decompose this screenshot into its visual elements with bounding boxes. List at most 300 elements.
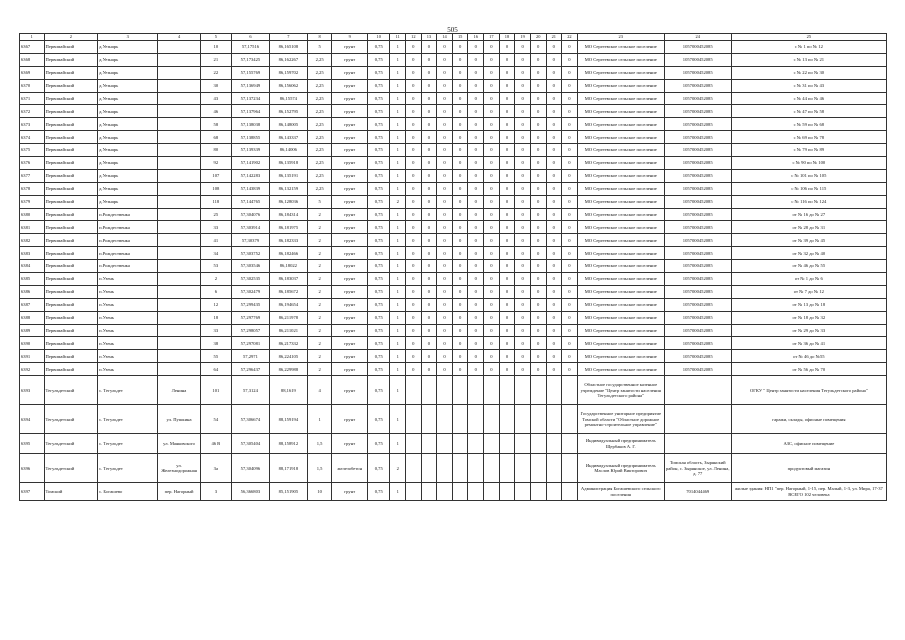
table-cell: 0 — [406, 92, 422, 105]
table-cell — [158, 144, 200, 157]
table-cell: 0 — [437, 105, 453, 118]
table-cell: 0 — [406, 221, 422, 234]
table-cell: 0 — [406, 182, 422, 195]
table-row — [20, 483, 887, 501]
table-cell: 0,75 — [368, 79, 390, 92]
table-cell: 0 — [452, 118, 468, 131]
table-cell — [158, 337, 200, 350]
table-cell: 0 — [437, 234, 453, 247]
table-cell: 0 — [468, 195, 484, 208]
table-cell — [421, 376, 437, 405]
table-cell: 0 — [499, 79, 515, 92]
table-cell: 0 — [452, 363, 468, 376]
table-row — [20, 234, 887, 247]
table-cell: 0,75 — [368, 376, 390, 405]
ogrn-cell: 7014044469 — [664, 483, 731, 501]
table-cell: 0 — [437, 182, 453, 195]
table-cell: пер. Нагорный — [158, 483, 200, 501]
table-cell: 1057000452085 — [664, 157, 731, 170]
table-cell: МО Сергеевское сельское поселение — [577, 131, 664, 144]
table-cell: 0 — [484, 260, 500, 273]
table-cell: 0 — [546, 285, 562, 298]
table-cell — [158, 157, 200, 170]
table-cell: 0 — [421, 118, 437, 131]
table-cell: 0,75 — [368, 260, 390, 273]
table-cell: 86,14006 — [269, 144, 307, 157]
table-cell: 80 — [200, 144, 231, 157]
table-cell: 0 — [499, 350, 515, 363]
table-cell: 57,304076 — [231, 208, 269, 221]
table-cell — [562, 454, 578, 483]
table-cell: 57,138855 — [231, 131, 269, 144]
table-cell: 0 — [484, 311, 500, 324]
header-cell: 8 — [307, 34, 332, 41]
table-cell: 1 — [390, 118, 406, 131]
data-table — [19, 33, 887, 501]
table-cell: 86,185672 — [269, 285, 307, 298]
table-cell: 0,75 — [368, 169, 390, 182]
table-cell: 22 — [200, 66, 231, 79]
table-cell: Первомайский — [44, 92, 98, 105]
table-cell: 0 — [530, 105, 546, 118]
table-cell — [158, 41, 200, 54]
table-row — [20, 144, 887, 157]
table-cell: 0 — [499, 92, 515, 105]
table-cell — [158, 350, 200, 363]
table-cell: 2 — [307, 234, 332, 247]
table-cell: 2,25 — [307, 53, 332, 66]
table-cell: 0 — [406, 195, 422, 208]
table-cell: от № 1 до № 6 — [731, 273, 886, 286]
table-row — [20, 53, 887, 66]
table-cell: 57,30379 — [231, 234, 269, 247]
table-cell: 57,3124 — [231, 376, 269, 405]
table-cell: 1 — [390, 376, 406, 405]
table-cell: 0 — [452, 285, 468, 298]
table-cell: 86,135191 — [269, 169, 307, 182]
table-cell: 2 — [307, 298, 332, 311]
table-cell: 0 — [499, 169, 515, 182]
table-cell: 6382 — [20, 234, 45, 247]
table-row — [20, 273, 887, 286]
table-cell: 0 — [499, 324, 515, 337]
table-cell — [421, 483, 437, 501]
table-cell: 86,159702 — [269, 66, 307, 79]
table-cell: 0 — [437, 144, 453, 157]
table-cell: 2 — [307, 273, 332, 286]
table-cell: 1057000452085 — [664, 324, 731, 337]
table-cell: Первомайский — [44, 311, 98, 324]
table-cell: 0 — [499, 157, 515, 170]
table-cell: 1057000452085 — [664, 234, 731, 247]
table-cell: 1 — [390, 434, 406, 454]
table-row — [20, 405, 887, 434]
table-cell — [158, 260, 200, 273]
table-cell: грунт — [332, 285, 368, 298]
table-row — [20, 324, 887, 337]
header-row — [20, 34, 887, 41]
table-cell: 2 — [307, 208, 332, 221]
table-cell — [158, 169, 200, 182]
table-cell: с № 59 по № 68 — [731, 118, 886, 131]
table-cell: 0 — [452, 92, 468, 105]
table-cell: 0 — [421, 41, 437, 54]
table-cell: 0 — [437, 169, 453, 182]
table-cell: 0 — [468, 221, 484, 234]
table-cell: 0,75 — [368, 405, 390, 434]
table-cell: 0 — [406, 363, 422, 376]
table-cell — [421, 405, 437, 434]
table-cell: 88,171918 — [269, 454, 307, 483]
table-cell: 86,184314 — [269, 208, 307, 221]
table-cell: 25 — [200, 208, 231, 221]
table-cell: 0,75 — [368, 247, 390, 260]
table-cell: 0 — [421, 337, 437, 350]
table-cell: 0 — [437, 118, 453, 131]
header-cell: 15 — [452, 34, 468, 41]
ogrn-cell: Томская область, Зырянский район, с. Зырянское, ул. Ленина, д. 77 — [664, 454, 731, 483]
table-cell: д.Уеэнарь — [98, 144, 158, 157]
header-cell: 3 — [98, 34, 158, 41]
table-cell: 0 — [546, 105, 562, 118]
table-cell: 6385 — [20, 273, 45, 286]
table-cell: 0 — [499, 273, 515, 286]
table-cell: грунт — [332, 157, 368, 170]
table-cell: грунт — [332, 434, 368, 454]
table-cell: 1 — [390, 483, 406, 501]
table-cell — [484, 376, 500, 405]
table-cell — [562, 483, 578, 501]
table-cell: 0 — [562, 169, 578, 182]
table-cell: 0 — [468, 79, 484, 92]
table-row — [20, 92, 887, 105]
table-cell — [158, 298, 200, 311]
table-cell: 0 — [406, 311, 422, 324]
table-cell — [562, 376, 578, 405]
table-cell: 0 — [515, 182, 531, 195]
table-cell — [452, 454, 468, 483]
table-cell: 86,135918 — [269, 157, 307, 170]
table-cell: 0 — [421, 363, 437, 376]
table-cell: 1 — [390, 169, 406, 182]
table-cell — [158, 92, 200, 105]
table-cell: 6383 — [20, 247, 45, 260]
table-cell — [499, 454, 515, 483]
table-cell — [158, 234, 200, 247]
table-cell: 6392 — [20, 363, 45, 376]
table-cell: 0,75 — [368, 234, 390, 247]
table-cell: 0 — [406, 66, 422, 79]
table-cell: п.Узень — [98, 298, 158, 311]
table-cell: 1 — [390, 260, 406, 273]
table-cell: 0 — [484, 118, 500, 131]
table-cell: 6370 — [20, 79, 45, 92]
table-cell: п.Узень — [98, 285, 158, 298]
table-cell: 6387 — [20, 298, 45, 311]
table-cell: 58 — [200, 118, 231, 131]
table-cell: 0,75 — [368, 337, 390, 350]
table-row — [20, 208, 887, 221]
table-row — [20, 247, 887, 260]
table-cell: 0 — [499, 182, 515, 195]
table-cell: 0 — [437, 157, 453, 170]
table-cell: 86,128036 — [269, 195, 307, 208]
table-cell: 86,211021 — [269, 324, 307, 337]
table-cell: 0 — [421, 273, 437, 286]
table-cell: 0 — [437, 41, 453, 54]
table-cell: 1 — [390, 285, 406, 298]
table-row — [20, 363, 887, 376]
table-cell: 0 — [562, 144, 578, 157]
table-cell: 0 — [468, 105, 484, 118]
table-cell: Первомайский — [44, 53, 98, 66]
table-cell — [158, 131, 200, 144]
table-cell: грунт — [332, 405, 368, 434]
table-cell: п.Узень — [98, 324, 158, 337]
table-cell: Первомайский — [44, 273, 98, 286]
table-cell — [468, 454, 484, 483]
table-cell: 0 — [515, 208, 531, 221]
table-cell: д.Уеэнарь — [98, 79, 158, 92]
table-cell: с № 31 по № 43 — [731, 79, 886, 92]
table-cell: 46 В — [200, 434, 231, 454]
table-cell: 0 — [484, 157, 500, 170]
header-cell: 23 — [577, 34, 664, 41]
table-cell: 57,298057 — [231, 324, 269, 337]
table-cell: 0 — [562, 208, 578, 221]
table-cell: 0 — [406, 208, 422, 221]
table-cell: 0 — [515, 324, 531, 337]
table-cell: 6372 — [20, 105, 45, 118]
table-cell: 6390 — [20, 337, 45, 350]
table-cell: 1057000452085 — [664, 247, 731, 260]
table-cell: 0 — [437, 260, 453, 273]
header-cell: 16 — [468, 34, 484, 41]
table-cell: 0 — [421, 234, 437, 247]
table-cell: 0,75 — [368, 208, 390, 221]
table-cell: 0 — [562, 363, 578, 376]
table-cell: п.Рождественка — [98, 234, 158, 247]
table-cell: грунт — [332, 182, 368, 195]
table-cell: 1057000452085 — [664, 298, 731, 311]
table-cell: с. Тегульдет — [98, 405, 158, 434]
table-cell: 0 — [499, 195, 515, 208]
table-cell: Первомайский — [44, 144, 98, 157]
table-cell: 86,181975 — [269, 221, 307, 234]
table-cell — [158, 182, 200, 195]
table-cell: 0,75 — [368, 298, 390, 311]
table-cell: 0 — [406, 41, 422, 54]
table-cell: 0 — [468, 169, 484, 182]
table-cell: Первомайский — [44, 234, 98, 247]
table-cell: 0 — [484, 66, 500, 79]
table-cell: 0 — [421, 260, 437, 273]
table-cell: Первомайский — [44, 157, 98, 170]
table-cell: 0 — [515, 350, 531, 363]
table-cell: п.Узень — [98, 311, 158, 324]
table-cell: 1 — [390, 66, 406, 79]
table-cell: Первомайский — [44, 169, 98, 182]
table-cell: с. Тегульдет — [98, 454, 158, 483]
table-cell: 0 — [546, 118, 562, 131]
table-cell: 1057000452085 — [664, 195, 731, 208]
table-cell: 0 — [499, 247, 515, 260]
table-cell: грунт — [332, 483, 368, 501]
description-cell: гаражи, склады, офисные помещения — [731, 405, 886, 434]
table-cell: 0 — [452, 350, 468, 363]
table-cell — [530, 434, 546, 454]
table-cell: грунт — [332, 273, 368, 286]
table-cell: 0 — [484, 221, 500, 234]
table-row — [20, 105, 887, 118]
table-cell: 2 — [200, 273, 231, 286]
table-cell — [546, 483, 562, 501]
header-cell: 6 — [231, 34, 269, 41]
ogrn-cell — [664, 376, 731, 405]
table-cell: Первомайский — [44, 285, 98, 298]
table-cell — [468, 483, 484, 501]
table-cell: 0 — [499, 337, 515, 350]
table-cell: 0 — [484, 182, 500, 195]
table-cell: 0 — [515, 337, 531, 350]
table-cell: ул. Пушкина — [158, 405, 200, 434]
ogrn-cell — [664, 434, 731, 454]
header-cell: 5 — [200, 34, 231, 41]
table-cell: 0 — [468, 337, 484, 350]
table-cell: д.Уеэнарь — [98, 182, 158, 195]
table-cell: 10 — [200, 41, 231, 54]
table-cell: 6371 — [20, 92, 45, 105]
table-cell: 86,183037 — [269, 273, 307, 286]
table-cell: 0 — [562, 298, 578, 311]
table-cell: с № 106 по № 115 — [731, 182, 886, 195]
table-cell: МО Сергеевское сельское поселение — [577, 41, 664, 54]
table-cell: 0 — [452, 182, 468, 195]
ogrn-cell — [664, 405, 731, 434]
table-cell — [499, 483, 515, 501]
table-row — [20, 285, 887, 298]
table-cell: 0 — [530, 157, 546, 170]
table-cell: Первомайский — [44, 66, 98, 79]
table-cell: 57,138038 — [231, 118, 269, 131]
table-cell: 0 — [562, 324, 578, 337]
table-cell: грунт — [332, 53, 368, 66]
table-cell: 2 — [307, 247, 332, 260]
table-cell: 3а — [200, 454, 231, 483]
table-cell: д.Уеэнарь — [98, 169, 158, 182]
table-cell: 0 — [530, 79, 546, 92]
header-cell: 10 — [368, 34, 390, 41]
table-cell: д.Уеэнарь — [98, 53, 158, 66]
table-cell — [158, 53, 200, 66]
table-row — [20, 66, 887, 79]
table-cell: 1 — [390, 157, 406, 170]
table-cell — [406, 454, 422, 483]
table-cell: МО Сергеевское сельское поселение — [577, 92, 664, 105]
header-cell: 12 — [406, 34, 422, 41]
header-cell: 14 — [437, 34, 453, 41]
table-cell: 0 — [530, 195, 546, 208]
table-cell: 34 — [200, 247, 231, 260]
table-cell — [484, 434, 500, 454]
table-cell: 1 — [390, 363, 406, 376]
table-cell: Тегульдетский — [44, 434, 98, 454]
table-cell: 2,25 — [307, 169, 332, 182]
table-cell: 1,5 — [307, 434, 332, 454]
table-cell: 0,75 — [368, 483, 390, 501]
table-cell: 0,75 — [368, 285, 390, 298]
table-cell: 0 — [484, 208, 500, 221]
table-cell: 0 — [484, 144, 500, 157]
table-cell: п.Узень — [98, 350, 158, 363]
table-cell: 1 — [390, 247, 406, 260]
table-cell: 0 — [530, 169, 546, 182]
table-cell: МО Сергеевское сельское поселение — [577, 169, 664, 182]
table-cell: 0 — [546, 131, 562, 144]
table-cell: 0,75 — [368, 118, 390, 131]
table-cell: с № 69 по № 78 — [731, 131, 886, 144]
table-cell: 6384 — [20, 260, 45, 273]
table-cell: 68 — [200, 131, 231, 144]
table-cell: 0 — [530, 311, 546, 324]
table-cell: грунт — [332, 337, 368, 350]
table-cell: 0 — [437, 311, 453, 324]
table-cell: 1057000452085 — [664, 92, 731, 105]
table-cell: 86,229988 — [269, 363, 307, 376]
table-cell — [437, 454, 453, 483]
table-cell: 1057000452085 — [664, 311, 731, 324]
table-cell: 64 — [200, 363, 231, 376]
table-cell: 0 — [515, 157, 531, 170]
table-cell: Первомайский — [44, 182, 98, 195]
table-cell: 0 — [468, 285, 484, 298]
owner-cell: Индивидуальный предприниматель Маслов Юрий Викторович — [577, 454, 664, 483]
table-cell: 0 — [546, 157, 562, 170]
table-cell: 0 — [546, 273, 562, 286]
table-cell: 57,299435 — [231, 298, 269, 311]
table-cell: 1 — [390, 41, 406, 54]
table-cell — [406, 483, 422, 501]
table-cell: Первомайский — [44, 79, 98, 92]
table-cell: 0 — [421, 53, 437, 66]
table-cell: 0 — [421, 208, 437, 221]
table-cell: 0,75 — [368, 454, 390, 483]
table-cell: с № 22 по № 30 — [731, 66, 886, 79]
table-cell: 0 — [437, 208, 453, 221]
table-cell: 57,155769 — [231, 66, 269, 79]
table-cell: 2 — [307, 260, 332, 273]
table-cell: 0 — [421, 195, 437, 208]
table-cell: 1,5 — [307, 454, 332, 483]
table-cell: 0 — [421, 144, 437, 157]
table-cell: 57,139339 — [231, 144, 269, 157]
table-cell — [406, 405, 422, 434]
table-cell: 0 — [546, 350, 562, 363]
table-cell: грунт — [332, 66, 368, 79]
table-cell: 0 — [452, 260, 468, 273]
table-cell: 0 — [452, 41, 468, 54]
table-cell: 5 — [307, 41, 332, 54]
table-cell: д.Уеэнарь — [98, 195, 158, 208]
table-cell: 0 — [452, 131, 468, 144]
table-cell: д.Уеэнарь — [98, 92, 158, 105]
table-cell: 0 — [406, 247, 422, 260]
table-cell — [158, 118, 200, 131]
table-cell: 57,17516 — [231, 41, 269, 54]
table-cell: Первомайский — [44, 363, 98, 376]
table-row — [20, 79, 887, 92]
table-cell: 0 — [530, 337, 546, 350]
